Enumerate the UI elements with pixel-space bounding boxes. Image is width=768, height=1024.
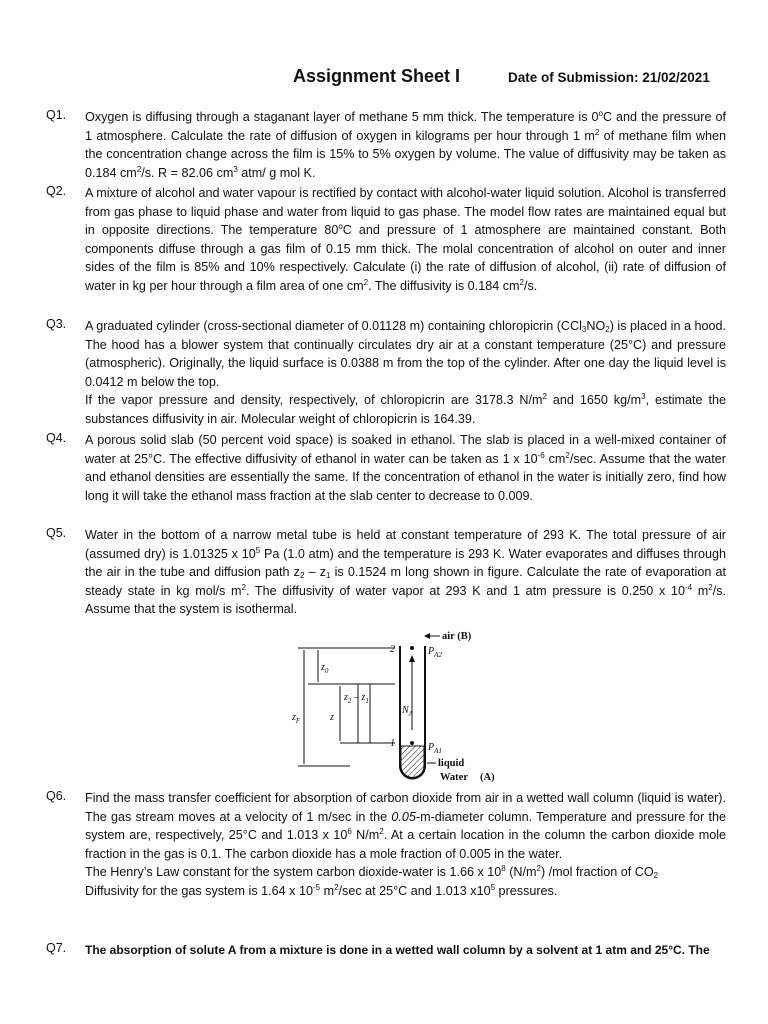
question-number: Q5. — [46, 526, 67, 540]
zf-label: $z_F$ — [292, 712, 301, 725]
figure-svg — [290, 628, 530, 788]
question-text: A graduated cylinder (cross-sectional diameter of 0.01128 m) containing chloropicrin $(CCl_3NO_2)$ is placed in a hood. The hood has a blower system that continually circulates dry air at a constant temperature (25°C) and pressure (atmospheric). Originally, the liquid surface is 0.0388 m from the top of the cylinder. After one day the liquid level is 0.0412 m below the top. If the vapor pressure and density, respectively, of chloropicrin are 3178.3 $N/m^2$ and 1650 $kg/m^3$, estimate the substances diffusivity in air. Molecular weight of chloropicrin is 164.39. — [85, 319, 726, 426]
point-2 — [410, 646, 414, 650]
level-1-label: 1 — [390, 738, 395, 749]
header — [0, 66, 768, 92]
level-2-label: 2 — [390, 644, 395, 655]
water-label: Water — [440, 772, 468, 783]
question-number: Q3. — [46, 317, 67, 331]
diffusion-tube-figure — [290, 628, 530, 788]
question-6 — [46, 789, 726, 901]
question-7 — [46, 941, 726, 960]
question-text: Water in the bottom of a narrow metal tube is held at constant temperature of 293 K. The total pressure of air (assumed dry) is 1.01325 x $10^5$ Pa (1.0 atm) and the temperature is 293 K. Water evaporates and diffuses through the air in the tube and diffusion path $z_2 - z_1$ is 0.1524 m long shown in figure. Calculate the rate of evaporation at steady state in kg mol/s $m^2$. The diffusivity of water vapor at 293 K and 1 atm pressure is 0.250 x $10^{-4}$ $m^2/s$. Assume that the system is isothermal. — [85, 528, 726, 617]
z2-z1-label: $z_2 - z_1$ — [344, 692, 369, 705]
question-1 — [46, 108, 726, 182]
question-number: Q4. — [46, 431, 67, 445]
page-title: Assignment Sheet I — [293, 66, 461, 86]
liquid-water — [401, 746, 424, 778]
question-number: Q6. — [46, 789, 67, 803]
liquid-label: liquid — [438, 758, 465, 769]
z-label: z — [330, 712, 334, 723]
pa1-label: $P_{A1}$ — [428, 742, 442, 755]
na-label: $N_A$ — [402, 705, 413, 718]
point-1 — [410, 741, 414, 745]
question-text: A mixture of alcohol and water vapour is rectified by contact with alcohol-water liquid solution. Alcohol is transferred from gas phase to liquid phase and water from liquid to gas phase. The model flow rates are maintained equal but in opposite directions. The temperature 80$^o$C and pressure of 1 atmosphere are maintained constant. Both components diffuse through a gas film of 0.15 mm thick. The molal concentration of alcohol on outer and inner sides of the film is 85% and 10% respectively. Calculate (i) the rate of diffusion of alcohol, (ii) rate of diffusion of water in kg per hour through a film area of one $cm^2$. The diffusivity is 0.184 $cm^2/s$. — [85, 186, 726, 293]
question-text: Oxygen is diffusing through a staganant layer of methane 5 mm thick. The temperature is 0$^o$C and the pressure of 1 atmosphere. Calculate the rate of diffusion of oxygen in kilograms per hour through 1 $m^2$ of methane film when the concentration change across the film is 15% to 5% oxygen by volume. The value of diffusivity may be taken as 0.184 $cm^2/s$. R = 82.06 $cm^3$ atm/ g mol K. — [85, 109, 726, 180]
question-number: Q2. — [46, 184, 67, 198]
question-number: Q7. — [46, 941, 67, 955]
z0-label: $z_0$ — [321, 662, 329, 675]
pa2-label: $P_{A2}$ — [428, 646, 442, 659]
question-text: A porous solid slab (50 percent void space) is soaked in ethanol. The slab is placed in a well-mixed container of water at 25°C. The effective diffusivity of ethanol in water can be taken as 1 x $10^{-6}$ $cm^2/\sec$. Assume that the water and ethanol densities are essentially the same. If the concentration of ethanol in the water is initially zero, find how long it will take the ethanol mass fraction at the slab center to decrease to 0.009. — [85, 433, 726, 503]
submission-date: Date of Submission: 21/02/2021 — [508, 70, 710, 85]
air-label: air (B) — [442, 631, 472, 642]
question-5 — [46, 526, 726, 619]
question-3 — [46, 317, 726, 429]
question-4 — [46, 431, 726, 505]
question-2 — [46, 184, 726, 296]
question-number: Q1. — [46, 108, 67, 122]
question-text: The absorption of solute A from a mixture is done in a wetted wall column by a solvent at 1 atm and 25°C. The — [85, 943, 710, 957]
question-text: Find the mass transfer coefficient for absorption of carbon dioxide from air in a wetted wall column (liquid is water). The gas stream moves at a velocity of 1 m/sec in the 0.05-m-diameter column. Temperature and pressure for the system are, respectively, 25°C and 1.013 x $10^6$ $N/m^2$. At a certain location in the column the carbon dioxide mole fraction in the gas is 0.1. The carbon dioxide has a mole fraction of 0.005 in the water. The Henry’s Law constant for the system carbon dioxide-water is 1.66 x $10^8$ $(N/m^2)$ /mol fraction of $CO_2$ Diffusivity for the gas system is 1.64 x $10^{-5}$ $m^2/\sec$ at 25°C and 1.013 $x10^5$ pressures. — [85, 791, 727, 898]
figure-caption: (A) — [480, 772, 495, 783]
